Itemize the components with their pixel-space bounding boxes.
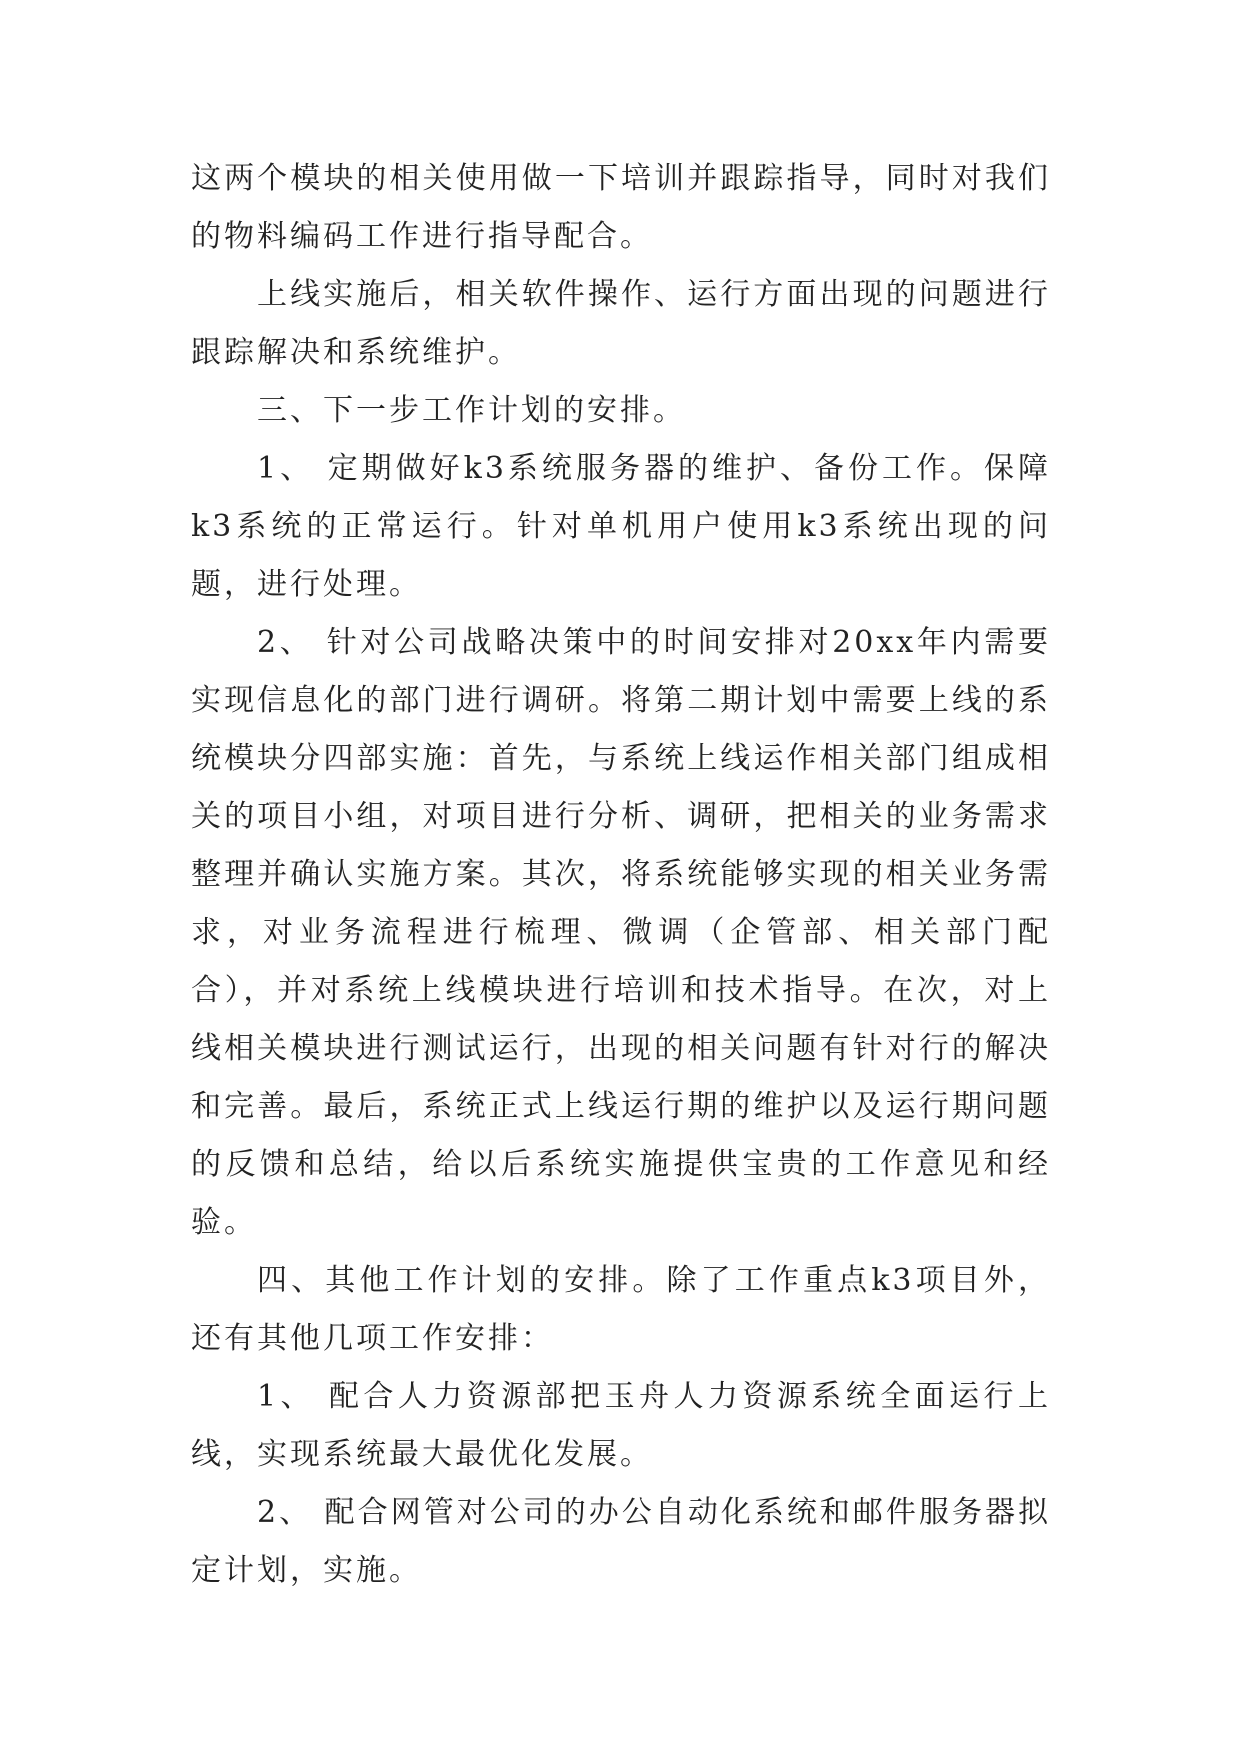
paragraph-other-item-1: 1、 配合人力资源部把玉舟人力资源系统全面运行上线，实现系统最大最优化发展。 [191,1379,1051,1472]
section-heading-4: 四、其他工作计划的安排。除了工作重点k3项目外，还有其他几项工作安排： [191,1263,1051,1356]
paragraph-item-2: 2、 针对公司战略决策中的时间安排对20xx年内需要实现信息化的部门进行调研。将第二期计划中需要上线的系统模块分四部实施：首先，与系统上线运作相关部门组成相关的项目小组，对项目进行分析、调研，把相关的业务需求整理并确认实施方案。其次，将系统能够实现的相关业务需求，对业务流程进行梳理、微调（企管部、相关部门配合），并对系统上线模块进行培训和技术指导。在次，对上线相关模块进行测试运行，出现的相关问题有针对行的解决和完善。最后，系统正式上线运行期的维护以及运行期问题的反馈和总结，给以后系统实施提供宝贵的工作意见和经验。 [191,625,1051,1240]
document-body [191,150,1051,1600]
paragraph-item-1: 1、 定期做好k3系统服务器的维护、备份工作。保障k3系统的正常运行。针对单机用户使用k3系统出现的问题，进行处理。 [191,451,1051,602]
paragraph-1: 这两个模块的相关使用做一下培训并跟踪指导，同时对我们的物料编码工作进行指导配合。 [191,161,1051,254]
paragraph-2: 上线实施后，相关软件操作、运行方面出现的问题进行跟踪解决和系统维护。 [191,277,1051,370]
paragraph-other-item-2: 2、 配合网管对公司的办公自动化系统和邮件服务器拟定计划，实施。 [191,1495,1051,1588]
section-heading-3: 三、下一步工作计划的安排。 [257,393,686,428]
